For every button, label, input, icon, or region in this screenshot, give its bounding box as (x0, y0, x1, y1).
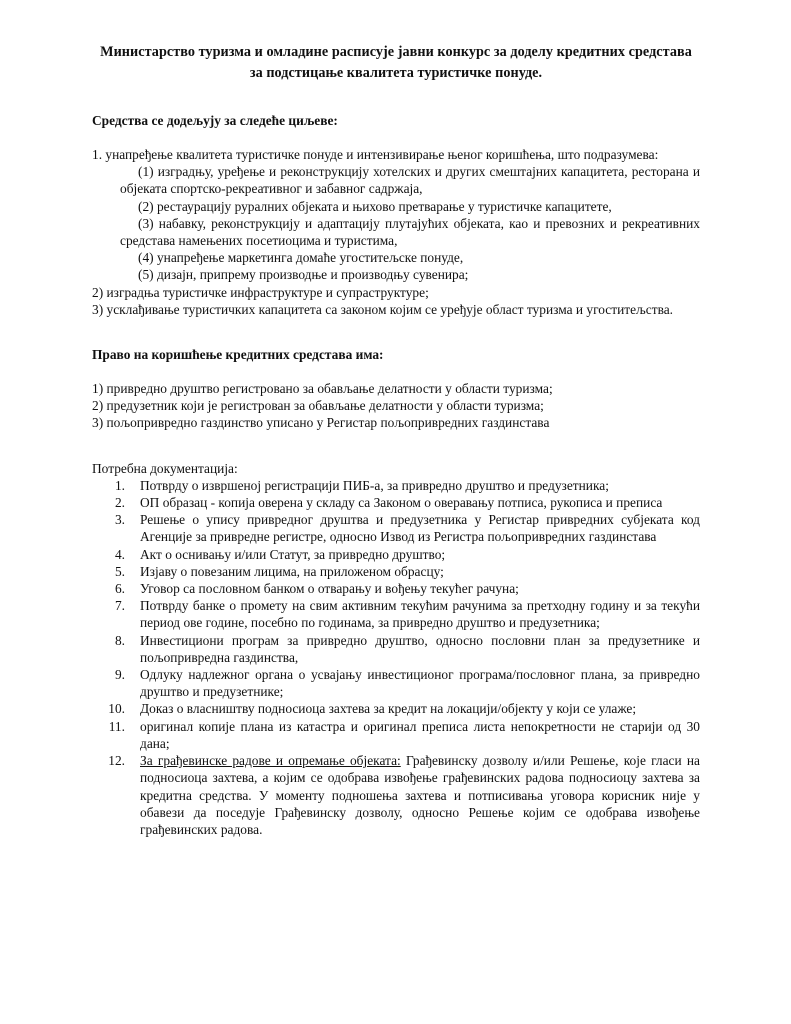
list-item: оригинал копије плана из катастра и оригинал преписа листа непокретности не старији од 30 дана; (140, 718, 700, 751)
goals-intro-paragraph: 1. унапређење квалитета туристичке понуде и интензивирање њеног коришћења, што подразумева: (92, 147, 659, 162)
section-heading-documentation: Потребна документација: (92, 460, 238, 476)
title-gap (92, 84, 700, 112)
list-item: Потврду о извршеној регистрацији ПИБ-а, за привредно друштво и предузетника; (140, 477, 609, 493)
eligibility-heading-gap (92, 363, 700, 380)
section-heading-eligibility: Право на коришћење кредитних средстава има: (92, 347, 384, 363)
list-item-building-works (92, 752, 700, 838)
goals-subitem-5: (5) дизајн, припрему производње и производњу сувенира; (138, 267, 469, 283)
goals-item-2: 2) изградња туристичке инфраструктуре и супраструктуре; (92, 284, 429, 300)
list-item: Уговор са пословном банком о отварању и вођењу текућег рачуна; (140, 581, 519, 597)
section-gap-2 (92, 432, 700, 460)
underlined-lead-in: За грађевинске радове и опремање објеката: (140, 753, 401, 769)
list-item: Инвестициони програм за привредно друштво, односно пословни план за предузетнике и пољопривредна газдинства, (140, 632, 700, 665)
goals-subitem-4: (4) унапређење маркетинга домаће угоститељске понуде, (138, 250, 464, 266)
goals-item-3: 3) усклађивање туристичких капацитета са законом којим се уређује област туризма и угоститељства. (92, 301, 674, 317)
building-works-text: Грађевинску дозволу и/или Решење, које гласи на подносиоца захтева, а којим се одобрава извођење грађевинских радова подносиоцу захтева за кредитна средства. У моменту подношења захтева и потписивања уговора корисник није у обавези да поседује Грађевинску дозволу, односно Решење којим се одобрава извођење грађевинских радова. (140, 753, 700, 837)
list-item: ОП образац - копија оверена у складу са Законом о оверавању потписа, рукописа и преписа (140, 495, 663, 511)
list-item: Акт о оснивању и/или Статут, за привредно друштво; (140, 546, 446, 562)
goals-subitem-3: (3) набавку, реконструкцију и адаптацију плутајућих објеката, као и превозних и рекреативних средстава намењених посетиоцима и туристима, (120, 215, 700, 249)
goals-heading-gap (92, 129, 700, 146)
section-gap-1 (92, 318, 700, 346)
eligibility-item-2: 2) предузетник који је регистрован за обављање делатности у области туризма; (92, 398, 544, 414)
documentation-list (92, 477, 700, 838)
list-item: Изјаву о повезаним лицима, на приложеном обрасцу; (140, 563, 444, 579)
top-spacer (92, 0, 700, 42)
section-heading-goals: Средства се додељују за следеће циљеве: (92, 113, 338, 128)
document-content (92, 0, 700, 838)
goals-subitem-1: (1) изградњу, уређење и реконструкцију хотелских и других смештајних капацитета, ресторана и објеката спортско-рекреативног и забавног садржаја, (120, 164, 700, 197)
eligibility-item-3: 3) пољопривредно газдинство уписано у Регистар пољопривредних газдинстава (92, 415, 550, 431)
list-item: Решење о упису привредног друштва и предузетника у Регистар привредних субјеката код Агенције за привредне регистре, односно Извод из Регистра пољопривредних газдинстава (140, 512, 700, 545)
goals-subitem-2: (2) рестаурацију руралних објеката и њихово претварање у туристичке капацитете, (138, 198, 612, 214)
list-item: Доказ о власништву подносиоца захтева за кредит на локацији/објекту у који се улаже; (140, 701, 637, 717)
list-item: Потврду банке о промету на свим активним текућим рачунима за претходну годину и за текући период ове године, посебно по годинама, за привредно друштво и предузетника; (140, 598, 700, 631)
document-title: Министарство туризма и омладине расписује јавни конкурс за доделу кредитних средстава за подстицање квалитета туристичке понуде. (100, 44, 692, 81)
list-item: Одлуку надлежног органа о усвајању инвестиционог програма/пословног плана, за привредно друштво и предузетнике; (140, 667, 700, 700)
eligibility-item-1: 1) привредно друштво регистровано за обављање делатности у области туризма; (92, 381, 553, 397)
